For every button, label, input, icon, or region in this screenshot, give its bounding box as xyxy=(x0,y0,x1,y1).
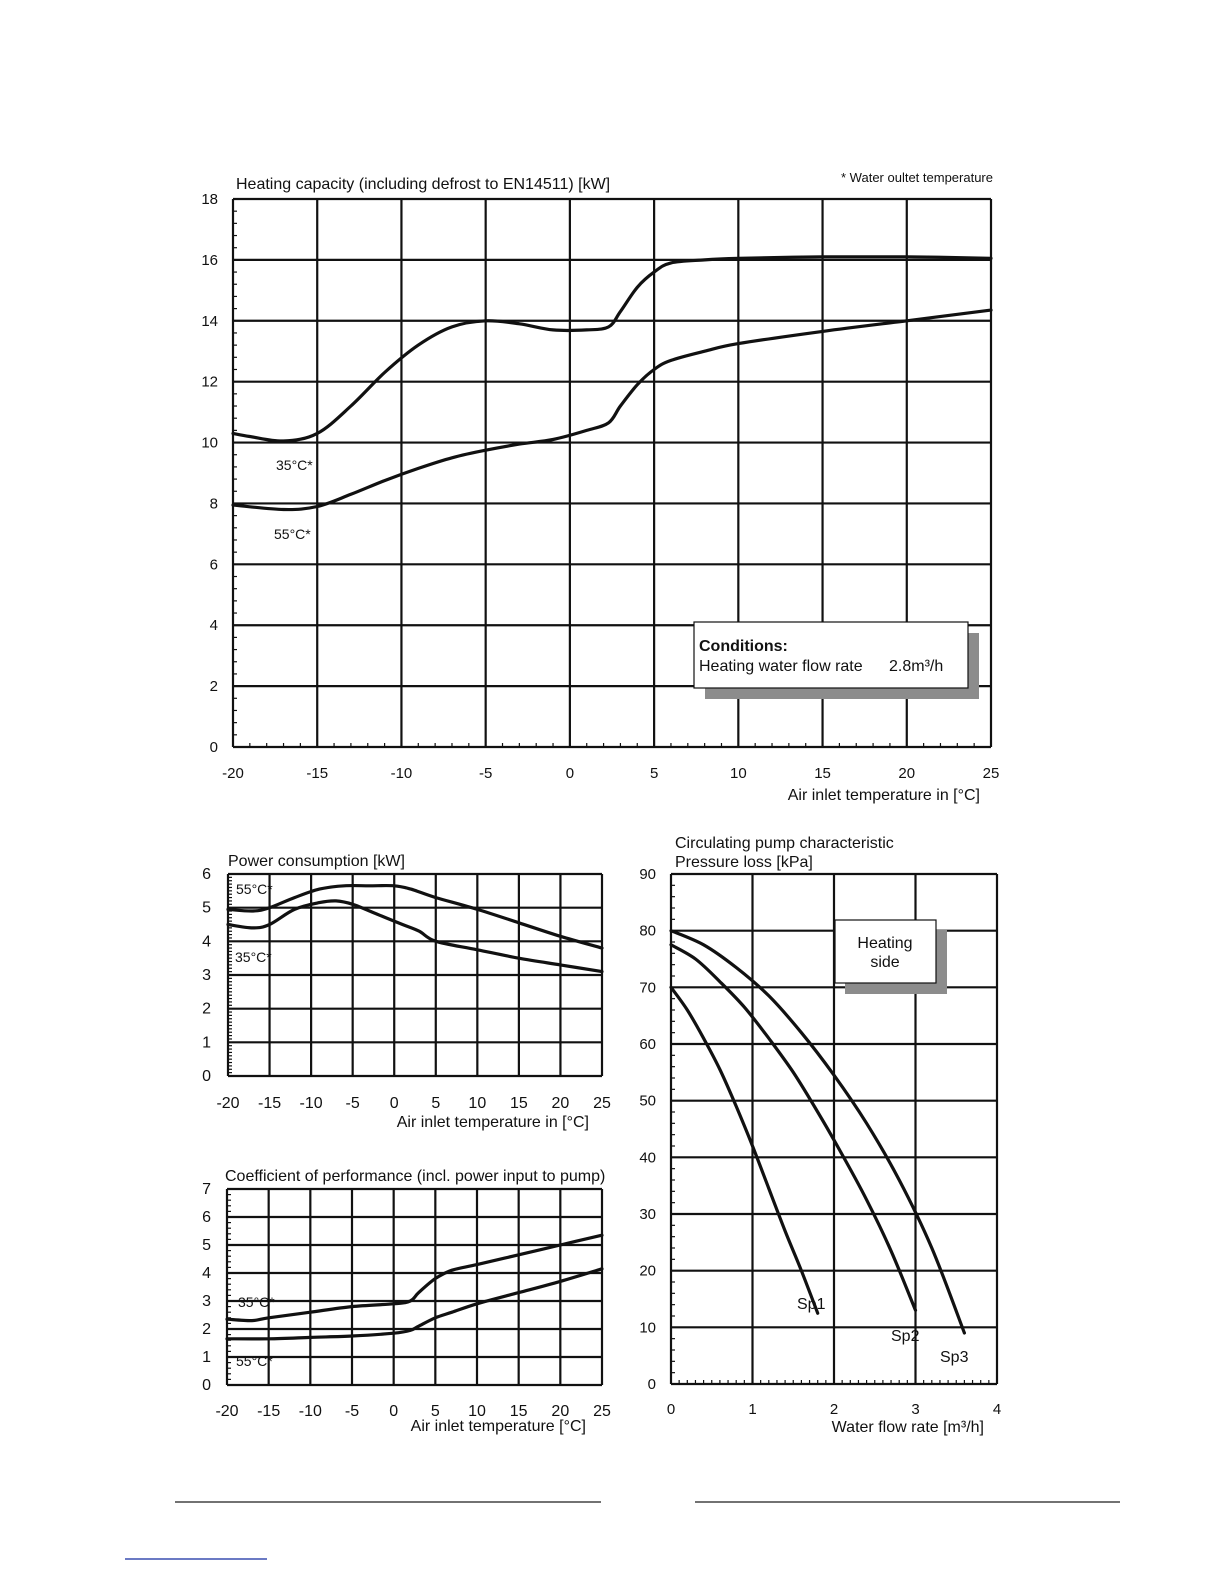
power-grid xyxy=(228,874,602,1076)
heating-side-box xyxy=(835,920,947,994)
y-tick-label: 5 xyxy=(202,899,211,917)
x-tick-label: 5 xyxy=(430,1403,440,1420)
pump-label-sp3: Sp3 xyxy=(940,1349,969,1366)
y-tick-label: 10 xyxy=(201,434,218,452)
y-tick-label: 1 xyxy=(202,1034,211,1052)
x-tick-label: 0 xyxy=(565,765,575,782)
water-outlet-note: * Water oultet temperature xyxy=(841,170,993,185)
y-tick-label: 5 xyxy=(202,1237,211,1254)
y-tick-label: 20 xyxy=(639,1262,656,1280)
x-tick-label: -20 xyxy=(216,1095,240,1112)
conditions-title: Conditions: xyxy=(699,638,788,655)
pump-chart-subtitle: Pressure loss [kPa] xyxy=(675,854,813,871)
y-tick-label: 0 xyxy=(202,1377,211,1394)
power-x-ticks xyxy=(216,1095,611,1112)
y-tick-label: 0 xyxy=(209,739,218,756)
y-tick-label: 2 xyxy=(202,1321,211,1338)
x-tick-label: 0 xyxy=(666,1401,676,1418)
y-tick-label: 4 xyxy=(202,933,211,951)
y-tick-label: 8 xyxy=(209,495,218,513)
y-tick-label: 2 xyxy=(209,678,218,696)
y-tick-label: 50 xyxy=(639,1092,656,1110)
pump-characteristic-chart xyxy=(639,835,1001,1436)
heating-side-line2: side xyxy=(870,954,900,971)
pump-x-ticks xyxy=(667,1401,1001,1418)
y-tick-label: 90 xyxy=(639,866,656,883)
heating-series-lines xyxy=(233,257,991,510)
x-tick-label: 20 xyxy=(898,765,916,782)
y-tick-label: 3 xyxy=(202,967,211,984)
x-tick-label: 2 xyxy=(829,1401,839,1418)
x-tick-label: 10 xyxy=(729,765,747,782)
pump-grid xyxy=(671,874,997,1384)
y-tick-label: 10 xyxy=(639,1319,656,1337)
x-tick-label: -20 xyxy=(215,1403,239,1420)
y-tick-label: 1 xyxy=(202,1349,211,1366)
x-tick-label: 10 xyxy=(468,1403,486,1420)
x-tick-label: 15 xyxy=(509,1095,528,1112)
x-tick-label: -15 xyxy=(257,1403,281,1420)
heating-chart-title: Heating capacity (including defrost to EN14511) [kW] xyxy=(236,176,611,193)
y-tick-label: 16 xyxy=(201,251,218,269)
heating-x-axis-label: Air inlet temperature in [°C] xyxy=(787,787,980,804)
heating-y-ticks xyxy=(201,191,218,756)
cop-label-55: 55°C* xyxy=(236,1353,273,1369)
y-tick-label: 6 xyxy=(202,1209,211,1226)
x-tick-label: 0 xyxy=(389,1403,399,1420)
x-tick-label: 1 xyxy=(748,1401,757,1418)
y-tick-label: 70 xyxy=(639,979,656,997)
conditions-box-frame xyxy=(694,622,968,688)
x-tick-label: -15 xyxy=(257,1095,282,1112)
y-tick-label: 18 xyxy=(201,191,218,208)
y-tick-label: 4 xyxy=(209,617,218,635)
pump-x-axis-label: Water flow rate [m³/h] xyxy=(831,1419,984,1436)
power-label-35: 35°C* xyxy=(235,949,272,965)
x-tick-label: 15 xyxy=(814,765,831,782)
power-y-ticks xyxy=(202,866,211,1085)
x-tick-label: -5 xyxy=(345,1095,360,1112)
power-label-55: 55°C* xyxy=(236,881,273,897)
series-line-sp2 xyxy=(671,945,916,1311)
x-tick-label: 20 xyxy=(551,1403,570,1420)
y-tick-label: 12 xyxy=(201,373,218,391)
series-line-35c xyxy=(227,1235,602,1320)
x-tick-label: 3 xyxy=(911,1401,920,1418)
heating-label-55: 55°C* xyxy=(274,526,311,542)
x-tick-label: -10 xyxy=(298,1403,322,1420)
heating-x-ticks xyxy=(222,765,999,782)
x-tick-label: 15 xyxy=(509,1403,528,1420)
x-tick-label: 20 xyxy=(551,1095,570,1112)
x-tick-label: 10 xyxy=(468,1095,487,1112)
y-tick-label: 3 xyxy=(202,1293,211,1310)
pump-label-sp1: Sp1 xyxy=(797,1296,826,1313)
cop-chart xyxy=(202,1168,611,1435)
x-tick-label: 25 xyxy=(593,1095,611,1112)
conditions-label: Heating water flow rate xyxy=(699,658,863,675)
power-x-axis-label: Air inlet temperature in [°C] xyxy=(396,1114,589,1131)
y-tick-label: 80 xyxy=(639,922,656,940)
pump-chart-title: Circulating pump characteristic xyxy=(675,835,894,852)
y-tick-label: 2 xyxy=(202,1000,211,1018)
pump-label-sp2: Sp2 xyxy=(891,1328,920,1345)
x-tick-label: -15 xyxy=(306,765,329,782)
cop-y-ticks xyxy=(202,1181,211,1394)
power-chart-title: Power consumption [kW] xyxy=(228,853,405,870)
heating-side-line1: Heating xyxy=(857,935,913,952)
y-tick-label: 60 xyxy=(639,1036,656,1053)
cop-series-lines xyxy=(227,1235,602,1339)
cop-label-35: 35°C* xyxy=(238,1294,275,1310)
conditions-box xyxy=(694,622,979,699)
y-tick-label: 7 xyxy=(202,1181,211,1198)
y-tick-label: 14 xyxy=(201,312,218,330)
x-tick-label: -10 xyxy=(390,765,413,782)
heating-capacity-chart xyxy=(201,170,999,804)
power-series-lines xyxy=(228,886,602,972)
pump-y-ticks xyxy=(639,866,656,1393)
heating-label-35: 35°C* xyxy=(276,457,313,473)
conditions-value: 2.8m³/h xyxy=(889,658,944,675)
cop-chart-title: Coefficient of performance (incl. power input to pump) xyxy=(225,1168,606,1185)
power-consumption-chart xyxy=(202,853,611,1131)
y-tick-label: 0 xyxy=(647,1376,656,1393)
y-tick-label: 30 xyxy=(639,1206,656,1223)
x-tick-label: -5 xyxy=(344,1403,360,1420)
y-tick-label: 0 xyxy=(202,1068,211,1085)
x-tick-label: 0 xyxy=(389,1095,399,1112)
x-tick-label: 4 xyxy=(992,1401,1002,1418)
y-tick-label: 40 xyxy=(639,1149,656,1167)
x-tick-label: 25 xyxy=(593,1403,611,1420)
cop-x-axis-label: Air inlet temperature [°C] xyxy=(410,1418,586,1435)
series-line-35c xyxy=(228,901,602,972)
x-tick-label: 5 xyxy=(649,765,659,782)
x-tick-label: -5 xyxy=(478,765,493,782)
y-tick-label: 6 xyxy=(209,556,218,574)
series-line-35c xyxy=(233,257,991,441)
x-tick-label: -20 xyxy=(222,765,244,782)
x-tick-label: -10 xyxy=(299,1095,323,1112)
x-tick-label: 25 xyxy=(982,765,1000,782)
series-line-sp1 xyxy=(671,987,818,1313)
y-tick-label: 4 xyxy=(202,1265,211,1282)
y-tick-label: 6 xyxy=(202,866,211,883)
x-tick-label: 5 xyxy=(431,1095,441,1112)
